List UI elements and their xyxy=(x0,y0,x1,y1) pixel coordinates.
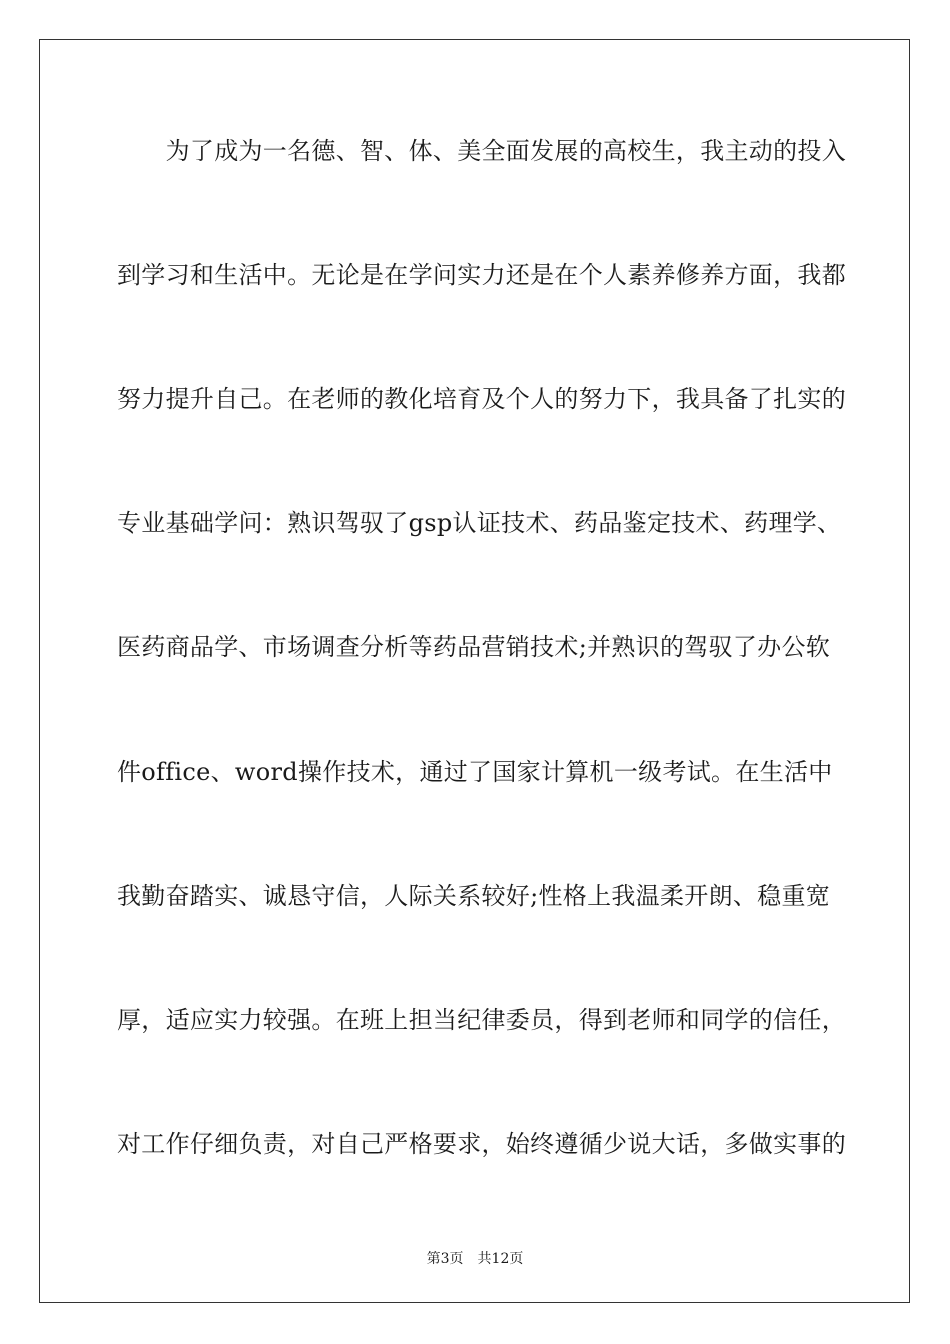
text-line: 为了成为一名德、智、体、美全面发展的高校生，我主动的投入 xyxy=(117,137,846,165)
page-footer xyxy=(0,1250,950,1268)
page-number: 第3页 xyxy=(426,1251,464,1267)
text-line: 医药商品学、市场调查分析等药品营销技术;并熟识的驾驭了办公软 xyxy=(117,633,831,661)
text-line: 努力提升自己。在老师的教化培育及个人的努力下，我具备了扎实的 xyxy=(117,385,846,413)
page-total: 共12页 xyxy=(477,1251,524,1267)
page-border xyxy=(39,39,910,1303)
text-line: 我勤奋踏实、诚恳守信，人际关系较好;性格上我温柔开朗、稳重宽 xyxy=(117,882,831,910)
text-line: 到学习和生活中。无论是在学问实力还是在个人素养修养方面，我都 xyxy=(117,261,846,289)
text-line: 件office、word操作技术，通过了国家计算机一级考试。在生活中 xyxy=(117,758,833,786)
text-line: 厚，适应实力较强。在班上担当纪律委员，得到老师和同学的信任， xyxy=(117,1006,846,1034)
text-line: 对工作仔细负责，对自己严格要求，始终遵循少说大话，多做实事的 xyxy=(117,1130,846,1158)
text-line: 专业基础学问：熟识驾驭了gsp认证技术、药品鉴定技术、药理学、 xyxy=(117,509,842,537)
